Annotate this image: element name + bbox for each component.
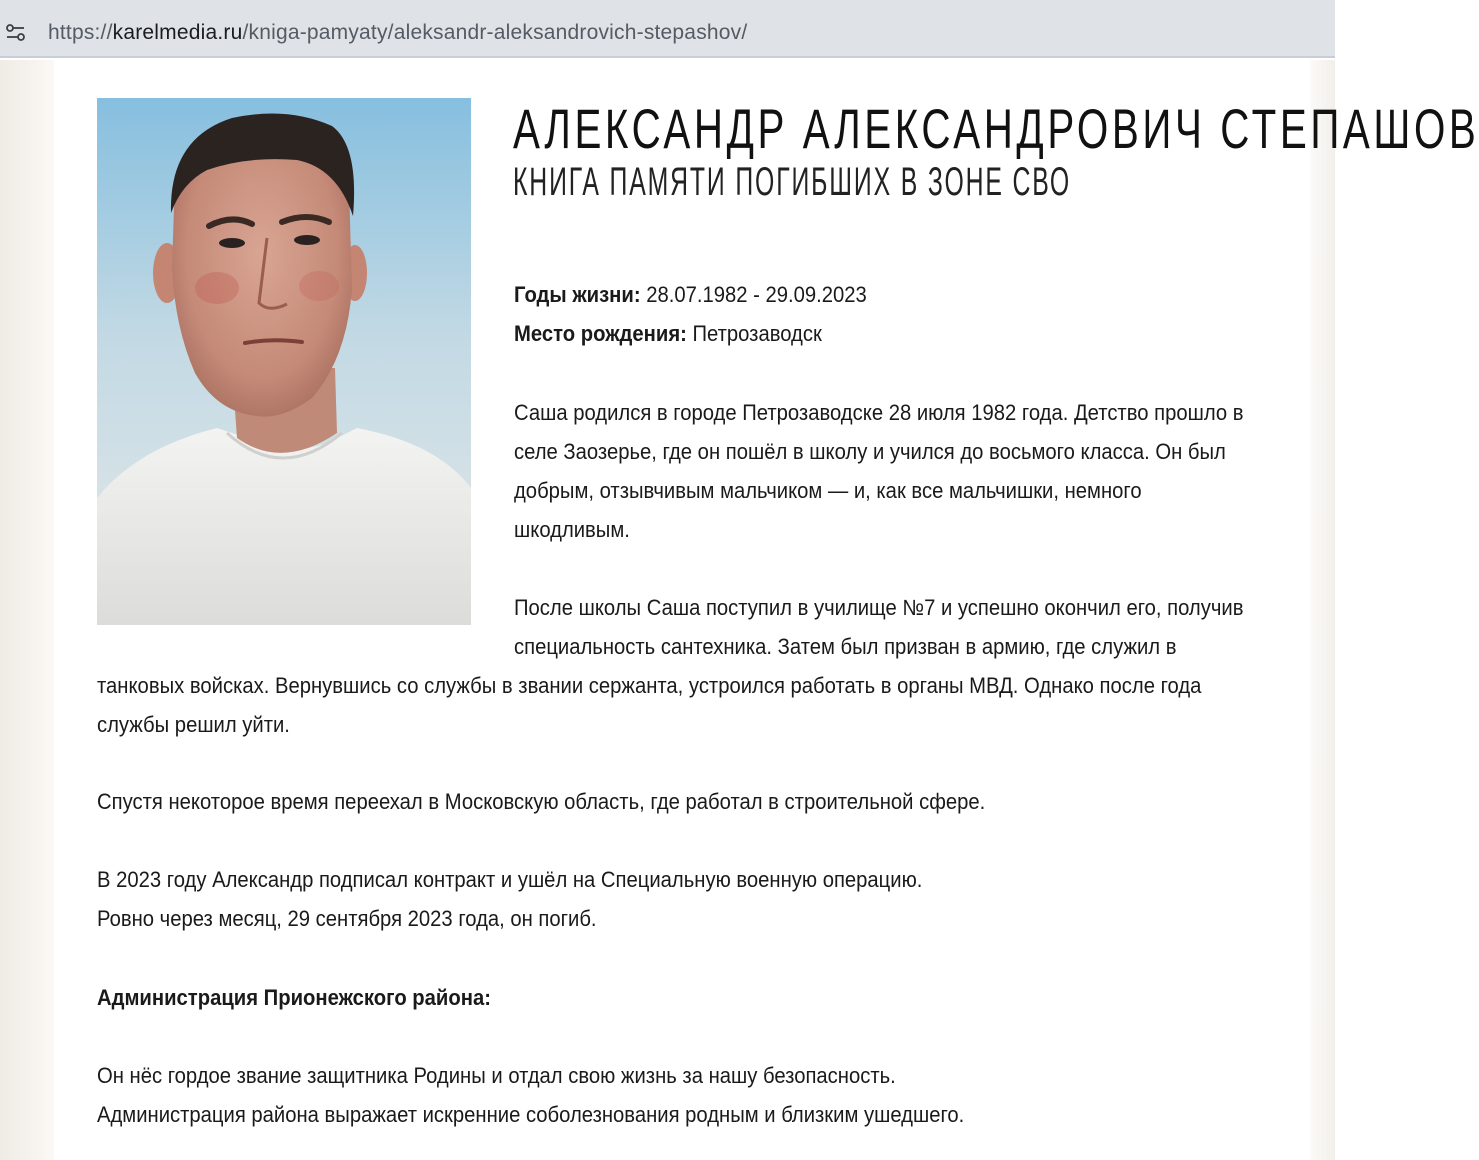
page-side-background-right [1310, 60, 1335, 1160]
text-line: В 2023 году Александр подписал контракт и ушёл на Специальную военную операцию. [97, 867, 923, 892]
tune-icon[interactable] [4, 21, 28, 45]
url-text[interactable] [48, 21, 747, 45]
portrait-photo [97, 98, 471, 625]
text-line: добрым, отзывчивым мальчиком — и, как все мальчишки, немного [514, 478, 1142, 503]
years-label: Годы жизни: [514, 282, 641, 307]
bio-paragraph-4 [97, 860, 922, 938]
bio-paragraph-2-top [514, 588, 1274, 666]
birthplace-value: Петрозаводск [686, 321, 822, 346]
admin-heading: Администрация Прионежского района: [97, 985, 491, 1010]
text-line: специальность сантехника. Затем был призван в армию, где служил в [514, 634, 1177, 659]
person-meta [514, 275, 867, 353]
text-line: Он нёс гордое звание защитника Родины и отдал свою жизнь за нашу безопасность. [97, 1063, 896, 1088]
years-row [514, 275, 867, 314]
text-line: службы решил уйти. [97, 712, 290, 737]
admin-message [97, 1056, 964, 1134]
text-line: Администрация района выражает искренние соболезнования родным и близким ушедшего. [97, 1102, 965, 1127]
text-line: Саша родился в городе Петрозаводске 28 июля 1982 года. Детство прошло в [514, 400, 1244, 425]
bio-paragraph-3: Спустя некоторое время переехал в Московскую область, где работал в строительной сфере. [97, 789, 986, 814]
page-subtitle: КНИГА ПАМЯТИ ПОГИБШИХ В ЗОНЕ СВО [513, 160, 1072, 204]
birthplace-row [514, 314, 867, 353]
omnibox[interactable] [0, 4, 1335, 52]
text-line: танковых войсках. Вернувшись со службы в звании сержанта, устроился работать в органы МВД. Однако после года [97, 673, 1202, 698]
browser-address-bar [0, 0, 1335, 58]
birthplace-label: Место рождения: [514, 321, 687, 346]
page-title: АЛЕКСАНДР АЛЕКСАНДРОВИЧ СТЕПАШОВ [513, 97, 1479, 160]
bio-paragraph-2-bottom [97, 666, 1247, 744]
bio-paragraph-1 [514, 393, 1274, 549]
text-line: селе Заозерье, где он пошёл в школу и учился до восьмого класса. Он был [514, 439, 1226, 464]
text-line: Ровно через месяц, 29 сентября 2023 года, он погиб. [97, 906, 597, 931]
years-value: 28.07.1982 - 29.09.2023 [640, 282, 867, 307]
text-line: шкодливым. [514, 517, 630, 542]
url-path: /kniga-pamyaty/aleksandr-aleksandrovich-stepashov/ [242, 21, 748, 44]
page-side-background [0, 60, 54, 1160]
url-prefix: https:// [48, 21, 113, 44]
url-domain: karelmedia.ru [112, 21, 243, 44]
text-line: После школы Саша поступил в училище №7 и успешно окончил его, получив [514, 595, 1244, 620]
